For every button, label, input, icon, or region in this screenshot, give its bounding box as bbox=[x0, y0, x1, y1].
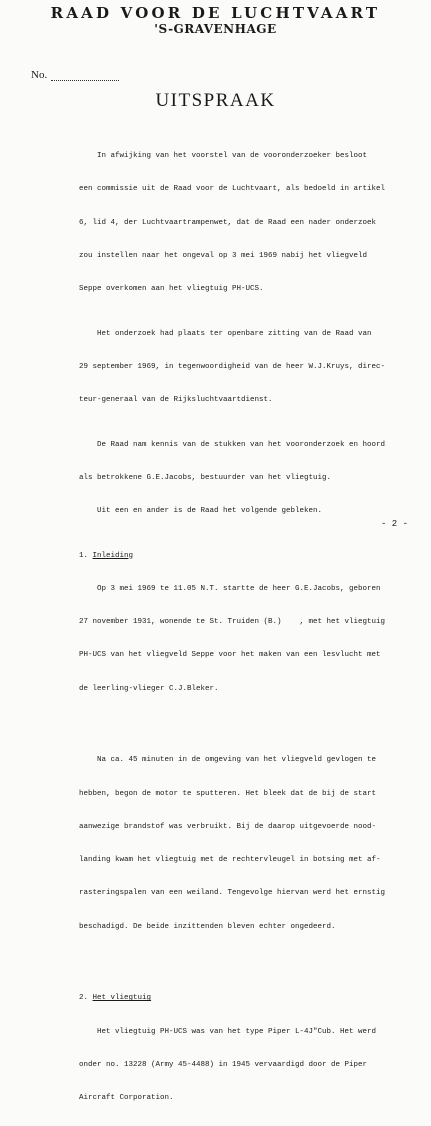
body-line: als betrokkene G.E.Jacobs, bestuurder van het vliegtuig. bbox=[79, 473, 332, 482]
section-number: 1. bbox=[79, 551, 89, 560]
section-title: Het vliegtuig bbox=[92, 994, 152, 1003]
section-heading-vliegtuig bbox=[79, 993, 424, 1004]
body-line: Uit een en ander is de Raad het volgende gebleken. bbox=[79, 507, 323, 516]
body-line: 27 november 1931, wonende te St. Truiden (B.) , met het vliegtuig bbox=[79, 618, 386, 627]
document-title: UITSPRAAK bbox=[155, 90, 276, 111]
body-line: Het onderzoek had plaats ter openbare zitting van de Raad van bbox=[79, 329, 372, 338]
body-line: onder no. 13228 (Army 45-4488) in 1945 vervaardigd door de Piper bbox=[79, 1060, 368, 1069]
body-line: hebben, begon de motor te sputteren. Het bleek dat de bij de start bbox=[79, 789, 377, 798]
body-line: Op 3 mei 1969 te 11.05 N.T. startte de heer G.E.Jacobs, geboren bbox=[79, 584, 381, 593]
body-line: landing kwam het vliegtuig met de rechtervleugel in botsing met af- bbox=[79, 856, 381, 865]
body-line: de leerling-vlieger C.J.Bleker. bbox=[79, 684, 219, 693]
body-line: PH-UCS van het vliegveld Seppe voor het maken van een lesvlucht met bbox=[79, 651, 381, 660]
letterhead-location: 'S-GRAVENHAGE bbox=[154, 22, 277, 36]
page-number: - 2 - bbox=[381, 519, 409, 529]
body-line: teur-generaal van de Rijksluchtvaartdienst. bbox=[79, 396, 273, 405]
number-label: No. bbox=[31, 69, 48, 81]
section-number: 2. bbox=[79, 994, 89, 1003]
body-line: beschadigd. De beide inzittenden bleven echter ongedeerd. bbox=[79, 922, 336, 931]
section-heading-inleiding bbox=[79, 551, 424, 562]
body-line: rasteringspalen van een weiland. Tengevolge hiervan werd het ernstig bbox=[79, 889, 386, 898]
paragraph-gap bbox=[79, 966, 424, 971]
body-line: 29 september 1969, in tegenwoordigheid van de heer W.J.Kruys, direc- bbox=[79, 362, 386, 371]
body-line: zou instellen naar het ongeval op 3 mei 1969 nabij het vliegveld bbox=[79, 252, 368, 261]
body-line: Seppe overkomen aan het vliegtuig PH-UCS. bbox=[79, 285, 264, 294]
body-line: Aircraft Corporation. bbox=[79, 1094, 174, 1103]
number-blank bbox=[51, 70, 119, 81]
body-line: een commissie uit de Raad voor de Luchtvaart, als bedoeld in artikel bbox=[79, 185, 386, 194]
section-title: Inleiding bbox=[92, 551, 134, 560]
body-line: Na ca. 45 minuten in de omgeving van het vliegveld gevlogen te bbox=[79, 756, 377, 765]
body-line: De Raad nam kennis van de stukken van het vooronderzoek en hoord bbox=[79, 440, 386, 449]
body-line: 6, lid 4, der Luchtvaartrampenwet, dat de Raad een nader onderzoek bbox=[79, 218, 377, 227]
body-line: In afwijking van het voorstel van de vooronderzoeker besloot bbox=[79, 152, 368, 161]
body-line: Het vliegtuig PH-UCS was van het type Piper L-4J"Cub. Het werd bbox=[79, 1027, 377, 1036]
body-line: aanwezige brandstof was verbruikt. Bij de daarop uitgevoerde nood- bbox=[79, 822, 377, 831]
reference-number-line bbox=[31, 69, 119, 81]
paragraph-gap bbox=[79, 728, 424, 733]
document-body bbox=[79, 129, 424, 1126]
letterhead-title: RAAD VOOR DE LUCHTVAART bbox=[50, 4, 381, 22]
